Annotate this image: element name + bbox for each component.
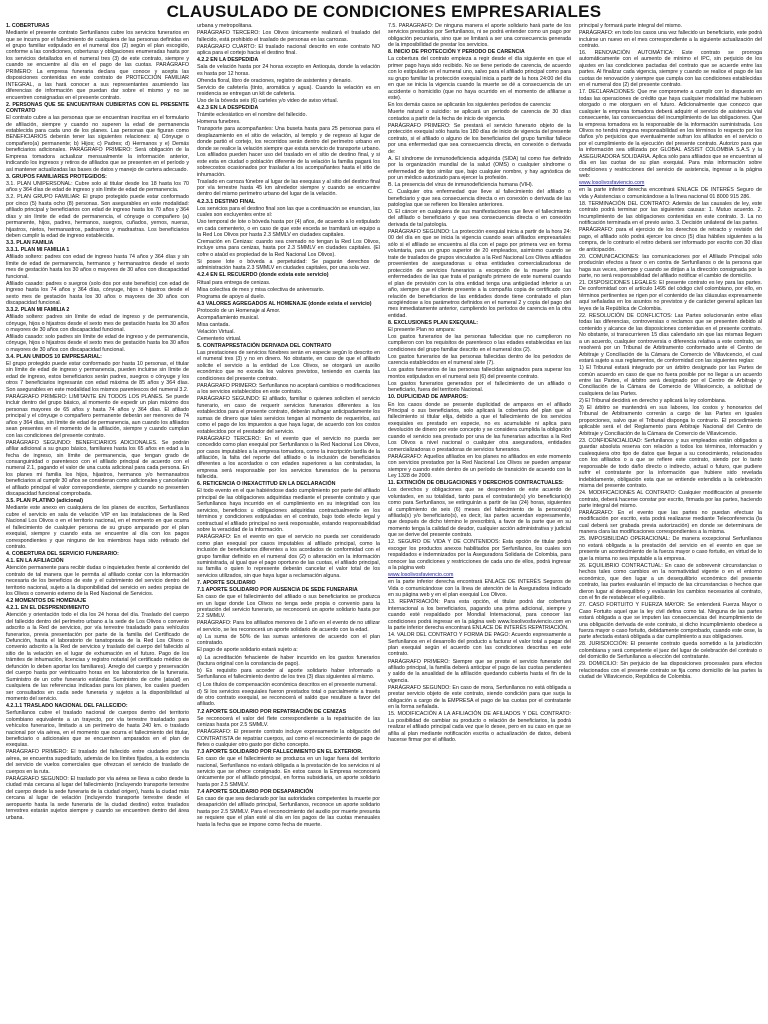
clause-paragraph: A. El síndrome de inmunodeficiencia adquirida (SIDA) tal como fue definido por la organización mundial de la salud (OMS) o cualquier síndrome o enfermedad de tipo similar que, bajo cualquier nombre, y hay agnóstica de por un médico autorizado para ejercer la profesión.	[388, 155, 571, 181]
website-link[interactable]: www.losolivosfaviencio.com	[388, 572, 454, 579]
column-4	[579, 23, 762, 1023]
clause-paragraph: PARÁGRAFO TERCERO: Los Olivos únicamente realizará el traslado del fallecido, está prohibido el traslado de personas en las carrozas.	[197, 30, 380, 43]
clause-paragraph: PARÁGRAFO: El presente contrato incluye expresamente la obligación del CONTRATISTA de repatriar cuerpos, así como el reconocimiento de pago de fletes o cualquier otro gasto por dicho concepto.	[197, 729, 380, 748]
clause-paragraph: La cobertura del contrato empieza a regir desde el día siguiente en que el primer pago haya sido recibido. No se tiene periodo de carencia, de acuerdo con lo estipulado en el numeral uno, salvo para el afiliado principal como para su grupo familiar la protección exequial inicia a partir de la hora 24:00 del día en que se inicia la vigencia cuando la muerte se dé a consecuencia de un accidente o homicidio (que no haya ocurrido en el momento de afiliarse a este).	[388, 56, 571, 102]
clause-paragraph: PARÁGRAFO SEGUNDO: BENEFICIARIOS ADICIONALES. Se podrán afiliar adicional a su grupo básico, familiares hasta los 65 años en edad a la fecha de ingreso, sin límite de permanencia, que tengan grado de consanguinidad o parentesco con el afiliado principal de acuerdo con el numeral 2.1, pagando el valor de una cuota adicional para cada persona. En los planes mi familia los hijos, hijastros, hermanos y/o hermanastros beneficiarios al cumplir 30 años se consideran como adicionales y cancelarán el afiliado principal el valor correspondiente, siempre y cuando no presenten discapacidad funcional comprobada.	[6, 439, 189, 498]
clause-paragraph: En caso de que el fallecimiento se produzca en un lugar fuera del territorio nacional, Serfunllanos no estará obligada a la prestación de los servicios ni al servicio que se ofrece consignado. En estos casos la Empresa reconocerá únicamente por el afiliado principal, en forma subsidiaria, un aporte solidario hasta por 2.5 SMMLV.	[197, 756, 380, 788]
clause-paragraph: Cremación en Cenizas: cuando sea cremado no tengan la Red Los Olivos, incluye urna para cenizas, hasta por 2.3 SMMLV en ciudades capitales. (El cofre o ataúd es propiedad de la Red Nacional Los Olivos).	[197, 239, 380, 258]
clause-heading: 4.2.1.1 TRASLADO NACIONAL DEL FALLECIDO:	[6, 703, 128, 710]
clause-heading: 4.2.2 EN LA DESPEDIDA	[197, 57, 259, 64]
document-title: CLAUSULADO DE CONDICIONES EMPRESARIALES	[166, 2, 602, 21]
clause-heading: 4. COBERTURA DEL SERVICIO FUNERARIO:	[6, 551, 119, 558]
clause-paragraph: b) Es requisito para acceder al aporte solidario haber informado a Serfunllanos el fallecimiento dentro de los tres (3) días siguientes al mismo.	[197, 668, 380, 681]
clause-paragraph: 3) El árbitro se mantendrá en sus labores, los costos y honorarios del Tribunal de Arbitramento correrán a cargo de las Partes en iguales proporciones, salvo que el Tribunal disponga lo contrario. El procedimiento aplicable será el del Reglamento para Arbitraje Nacional del Centro de Arbitraje y Conciliación de la Cámara de Comercio de Villavicencio.	[579, 405, 762, 437]
clause-paragraph: En los demás casos se aplicarán los siguientes períodos de carencia:	[388, 102, 552, 109]
clause-paragraph: Servicio de cafetería (tinto, aromática y agua). Cuando la velación es en residencia se entregan un kit de cafetería.	[197, 84, 380, 98]
clause-paragraph: 23. CONFIDENCIALIDAD: Serfunllanos y sus empleados están obligados a guardar absoluta reserva con relación a todos los términos, información y cualesquiera otro tipo de datos que llegue a su conocimiento, relacionados con los afiliados o a que se refiere este contrato, siendo por lo tanto responsable de todo daño directo o indirecto, actual o futuro, que pudiere sufrir el contratante por la información que hubiere sido revelada indebidamente, obligación esta que se entiende extendida a la celebración misma del presente contrato.	[579, 437, 762, 490]
clause-paragraph: Transporte para acompañantes: Una buseta hasta para 25 personas para el desplazamiento en el sitio de velación, al templo y de regreso al lugar de donde partió el cortejo, los recorridos serán dentro del perímetro urbano en donde se realice la velación siempre que exista servicio de transporte urbano. Los afiliados pueden hacer uso del traslado en el sitio de destino final, y si este esta en ciudad o población diferente de la velación la familia pagará los sobrecostos ocasionados por trasladar a los acompañantes hasta el sitio de inhumación.	[197, 126, 380, 178]
clause-heading: 7.3 APORTE SOLIDARIO POR FALLECIMIENTO EN EL EXTERIOR.	[197, 749, 363, 756]
clause-paragraph: PARÁGRAFO SEGUNDO: En caso de mora, Serfunllanos no está obligada a prestar servicio objeto de este contrato, siendo condición para que surja la obligación a cargo de la EMPRESA el pago de las cuotas por el contratante en la forma señalada.	[388, 684, 571, 711]
clause-paragraph: Los gastos funerarios de las personas fallecidas que no cumplieron no cumplieron con los requisitos de parentesco o las edades establecidas en las condiciones del grupo familiar descrito en el numeral dos (2).	[388, 334, 571, 353]
clause-paragraph: Afiliado casado: padres o suegros (solo dos por este beneficio) con edad de ingreso hasta los 74 años y 364 días, cónyuge, hijos o hijastros desde el sexto mes de gestación hasta los 30 años o mayores de 30 años con discapacidad funcional.	[6, 280, 189, 306]
clause-paragraph: PARÁGRAFO CUARTO: El traslado nacional descrito en este contrato NO aplica para el cortejo hacia el destino final.	[197, 43, 380, 56]
clause-paragraph: En caso de que el fallecimiento del afiliado o sus beneficiarios se produzca en un lugar donde Los Olivos no tenga sede propia o convenio para la prestación del servicio funerario, se reconocerá un aporte solidario hasta por 2.2 SMMLV.	[197, 594, 380, 620]
clause-paragraph: Uso temporal de lote o bóveda hasta por (4) años, de acuerdo a lo estipulado en cada cementerio, o en caso de que este exceda se tramitará un equipo a la Red Los Olivos por hasta 2.3 SMMLV en ciudades capitales.	[197, 219, 380, 238]
clause-paragraph: PARÁGRAFO SEGUNDO: El traslado por vía aérea se lleva a cabo desde la ciudad más cercana al lugar del fallecimiento (incluyendo transporte terrestre del cuerpo desde la sede funeraria de la ciudad origen), hasta la ciudad más cercana al lugar de velación (incluyendo transporte terrestre desde el aeropuerto hasta la sede funeraria de la ciudad destino) estos traslados terrestres estarán sujetos siempre y cuando se encuentren dentro del área urbana.	[6, 775, 189, 821]
clause-paragraph: a) La suma de 50% de las sumas anteriores de acuerdo con el plan contratado.	[197, 633, 380, 647]
clause-paragraph: Uso de la bóveda seis (6) carteles y/o video de aviso virtual.	[197, 98, 339, 105]
clause-paragraph: Acompañamiento musical.	[197, 314, 260, 321]
clause-paragraph: 26. EQUILIBRIO CONTRACTUAL: En caso de sobrevenir circunstancias o hechos tales como cambios en la normatividad vigente o en el entorno económico, que den lugar a un desequilibrio económico del presente contrato, las partes evaluarán el impacto de las circunstancias o hechos que dieron lugar al desequilibrio y evaluarán los cambios necesarios al contrato, con el fin de restablecer el equilibrio.	[579, 562, 762, 602]
clause-heading: 4.2.3 EN LA DESPEDIDA	[197, 105, 259, 112]
clause-paragraph: El pago de aporte solidario estará sujeto a:	[197, 647, 298, 654]
clause-paragraph: 7.5. PARÁGRAFO: De ninguna manera el aporte solidario hará parte de los servicios prestados por Serfunllanos, ni se podrá entender como un pago por obligación pecuniaria, sino que se limitará a ser una consecuencia generada de la imposibilidad de prestar los servicios.	[388, 23, 571, 49]
clause-heading: 7. APORTE SOLIDARIO	[197, 579, 256, 586]
clause-paragraph: El contrato cubre a las personas que se encuentran inscritas en el formulario de afiliación, siempre y cuando no superen la edad de permanencia establecida para cada uno de los planes. Las personas que figuran como BENEFICIARIOS deberán tener las siguientes relaciones: a) Cónyuge o compañero(a) permanente; b) Hijos; c) Padres; d) Hermanos y e) Demás beneficiarios adicionales. PARÁGRAFO PRIMERO: Será obligación de la Empresa tomadora actualizar mensualmente la información anterior, indicando los ingresos y retiros de afiliados que se presenten en el período y así mantener actualizadas las bases de datos y manejo de cartera adecuado.	[6, 115, 189, 173]
clause-paragraph: 3.2. PLAN GRUPO FAMILIAR: El grupo protegido puede estar conformado por cinco (5) hasta ocho (8) personas. Son asegurables en este modalidad: afiliado principal y beneficiarios con edad de ingreso hasta los 70 años y 364 días y sin límite de edad de permanencia, el cónyuge o compañero (a) permanente, hijos, padres, hermanos, suegros, cuñados, yernos, nueras, hijastros, nietos, hermanastros, padrastros y madrastras. Los beneficiarios deben cumplir la edad de ingreso establecida.	[6, 194, 189, 240]
clause-heading: 8. EXCLUSIONES PLAN EXEQUIAL:	[388, 319, 479, 326]
clause-heading: 10. DUPLICIDAD DE AMPAROS:	[388, 394, 469, 401]
clause-paragraph: PARÁGRAFO: En el evento que las partes no puedan efectuar la modificación por escrito, esta podrá realizarse mediante Teleconferencia (la cual deberá ser grabada previa autorización) en donde se determinara de manera clara las modificaciones correspondientes a la misma.	[579, 510, 762, 536]
clause-heading: 7.1 APORTE SOLIDARIO POR AUSENCIA DE SEDE FUNERARIA	[197, 587, 358, 594]
clause-paragraph: Los gastos funerarios de las personas fallecidas dentro de los periodos de carencia establecidos en el numeral siete (7).	[388, 353, 571, 367]
clause-paragraph: El todo evento en el que habiéndose dado cumplimiento por parte del afiliado principal de las obligaciones adquiridas mediante el presente contrato y que Serfunllanos haya incurrido en el cumplimiento en su integridad con los servicios, beneficios u obligaciones adquiridas contractualmente en los términos y condiciones estipuladas en el contrato, bajo todo efecto legal y contractual el afiliado principal no será responsable, estando responsabilidad sobre la veracidad de la información.	[197, 488, 380, 534]
clause-paragraph: Homena funebres.	[197, 119, 241, 126]
clause-paragraph: Misa cantada.	[197, 321, 230, 328]
clause-paragraph: 2) El Tribunal decidirá en derecho y aplicará la ley colombiana.	[579, 397, 727, 404]
clause-paragraph: 12. SEGURO DE VIDA Y DE CONTENIDOS: Esta opción de titular podrá escoger los productos anexos habilitados por Serfunllanos, los cuales son respaldados e indemnizados por la Aseguradora Solidaria de Colombia, para conocer las condiciones y restricciones de cada uno de ellos, podrá ingresar a la página web	[388, 539, 571, 572]
clause-paragraph: Ritual para entrega de cenizas.	[197, 279, 271, 286]
clause-paragraph: El presente Plan no ampara:	[388, 326, 456, 333]
clause-paragraph: Se reconocerá el valor del flete correspondiente a la repatriación de las cenizas hasta por 2.5 SMMLV.	[197, 715, 380, 729]
column-2	[197, 23, 380, 1023]
clause-paragraph: Atención y orientación todo el día los 24 horas del día. Traslado del cuerpo del fallecido dentro del perímetro urbano a la sede de Los Olivos o convenio adscrito a la Red de servicios, por vía terrestre trasladado para vehículos funerarios, previa presentación por parte de la familia del Certificado de Defunción, hasta el laboratorio de tanatopraxia de la Red Los Olivos o convenio adscrito a la Red de servicios y traslado del cuerpo del fallecido al sitio de la velación en el lugar de exhumación en el futuro. Pago de los trámites de inhumación, licencias y registro notarial (el certificado médico de defunción lo deben aportar los familiares). Arreglo del cuerpo y preservación del cuerpo hasta por veinticuatro horas en los laboratorios de la funeraria. Suministro de un cofre funerario estándar. Suministro de cofre (ataúd) en cualquiera de las referencias indicadas para los planes, los cuales pueden ser consultados en cada sede funeraria y sujetos a la disponibilidad al momento del servicio.	[6, 612, 189, 703]
clause-paragraph: PARÁGRAFO: En el evento en que el servicio no pueda ser considerado como plan exequial por casos imputables al afiliado principal, como la inclusión de beneficiarios diferentes a los acordados de conformidad con el grupo familiar definido en el numeral dos (2) o alteración en la información suministrada, al igual que el pago oportuno de las cuotas, el afiliado principal, su familia o quien lo represente deberán cancelar el valor total de los servicios utilizados, sin que haya lugar a reclamación alguna.	[197, 534, 380, 579]
clause-paragraph: Los gastos funerarios de las personas fallecidas asignados para superar los montos estipulados en el numeral seis (6) del presente contrato.	[388, 367, 571, 380]
clause-paragraph: 14. VALOR DEL CONTRATO Y FORMA DE PAGO: Acuerdo expresamente a Serfunllanos en el desarrollo del producto a facturar el valor total a pagar del plan exequial según el acuerdo con las condiciones descritas en este contrato.	[388, 632, 571, 658]
clause-paragraph: 29. DOMICILIO: Sin perjuicio de las disposiciones procesales para efectos relacionados con el presente contrato se fija como domicilio de las partes la ciudad de Villavicencio, República de Colombia.	[579, 661, 762, 681]
clause-heading: 3.3.2. PLAN MI FAMILIA 2	[6, 307, 70, 314]
clause-paragraph: Sala de velación hasta por 24 horas excepto en Antioquia, donde la velación es hasta por 12 horas.	[197, 64, 380, 77]
clause-paragraph: PARÁGRAFO TERCERO: En el evento que el servicio no pueda ser concedido como plan exequial por Serfunllanos o la Red Nacional Los Olivos, por casos imputables a la empresa tomadora, como la inscripción tardía de la afiliación, la falta del reporte del afiliado o la inclusión de beneficiarios diferentes a los acordados o con edades superiores a las contratadas, la empresa será responsable por los servicios funerarios de la persona fallecida.	[197, 435, 380, 481]
clause-paragraph: a) La acreditación fehaciente de haber incurrido en los gastos funerarios (factura original con la constancia de pago).	[197, 654, 380, 667]
clause-paragraph: principal y formará parte integral del mismo.	[579, 23, 683, 29]
clause-paragraph: urbana y metropolitana.	[197, 23, 253, 29]
column-3	[388, 23, 571, 1023]
clause-heading: 3.3. PLAN FAMILIA	[6, 240, 54, 247]
clause-paragraph: Si posee lote o bóveda a perpetuidad: Se pagarán derechos de administración hasta 2.3 SMMLV en ciudades capitales, por una sola vez.	[197, 258, 380, 272]
clause-paragraph: Traslado en carroza fúnebre al lugar de las exequias y al sitio del destino final por vía terrestre hasta 45 km alrededor siempre y cuando se encuentre dentro del mismo perímetro urbano del lugar de la velación.	[197, 178, 380, 198]
clause-heading: 4.2.3.1 DESTINO FINAL	[197, 198, 256, 205]
clause-paragraph: PARÁGRAFO PRIMERO: Siempre que se preste el servicio funerario del afiliado principal, la familia deberá anticipar el pago de las cuotas pendientes y saldo de la anualidad de la afiliación quedando cubierta hasta el fin de la vigencia.	[388, 658, 571, 684]
clause-paragraph: 28. JURISDICCIÓN: El presente contrato queda sometido a la jurisdicción colombiana y será competente el juez del lugar de celebración del contrato o del domicilio de Serfunllanos a elección del contratante.	[579, 641, 762, 661]
clause-heading: 4.1. EN LA AFILIACIÓN	[6, 558, 64, 565]
clause-paragraph: 13. REPATRIACIÓN: Para esta opción, el titular podrá dar cobertura internacional a los beneficiarios, pagando una prima adicional, siempre y cuando esté respaldado por Mondial Internacional, para conocer las condiciones podrá ingresar en la página web www.losolivosfaviencio.com en la parte inferior derecha encontrará ENLACE DE INTERÉS REPATRIACIÓN.	[388, 599, 571, 632]
clause-paragraph: PARÁGRAFO: Para los afiliados menores de 1 año en el evento de no utilizar el servicio, se les reconocerá un aporte solidario de acuerdo con la edad.	[197, 620, 380, 633]
clause-paragraph: 18. TERMINACIÓN DEL CONTRATO: Además de las causales de ley, este contrato podrá terminar por las siguientes causas: 1. Mutuo acuerdo. 2. Incumplimiento de las obligaciones contenidas en este contrato. 3. La no notificación terminada en el previo aviso. 3. Decisión unilateral de las partes.	[579, 200, 762, 227]
clause-paragraph: El grupo protegido puede estar conformado por hasta 10 personas, el titular sin límite de edad de ingreso y permanencia, pueden incluirse sin límite de edad de ingreso, estos beneficiarios serán padres, suegros o cónyuge y los otros 7 beneficiarios ingresarán con edad máxima de 85 años y 364 días. Son asegurables en este modalidad los mismos parentescos del numeral 3.2.	[6, 361, 189, 393]
clause-paragraph: 17. DECLARACIONES: Que me comprometo a cumplir con lo dispuesto en todas las operaciones de crédito que haya cualquier modalidad me hubiesen otorgado o me otorguen en el futuro. Adicionalmente que conozco que cualquier la empresa tomadora deberá adquirir el servicio de asistencia vial consecuente, las consecuencias del incumplimiento de las obligaciones. Que la empresa tomadora es la responsable de la información suministrada. Los Olivos no tendrá ninguna responsabilidad en los términos lo respecto por los daños y/o perjuicios que eventualmente sufran los afiliados en el servicio o por el cumplimiento de la ejecución del presente contrato. Autorizo para que la información sea utilizada por GLOBAL ASSIST COLOMBIA S.A.S y la ASEGURADORA SOLIDARIA. Aplica sólo para afiliados que se encuentran al día en las cuotas de su plan exequial. Para más información sobre condiciones y restricciones del servicio de asistencia, ingresar a la página web:	[579, 89, 762, 180]
clause-paragraph: B. La presencia del virus de inmunodeficiencia humana (VIH).	[388, 182, 534, 189]
clause-heading: 6. RETICENCIA O INEXACTITUD EN LA DECLARACIÓN	[197, 481, 336, 488]
clause-heading: 7.4 APORTE SOLIDARIO POR DESAPARICIÓN	[197, 788, 314, 795]
column-1	[6, 23, 189, 1023]
clause-paragraph: PARÁGRAFO: Aquellos afiliados en los planes no afiliados en este momento con servicios prestados por la Red Nacional Los Olivos se pueden amparar siempre y cuando estén dentro de un período de transición de acuerdo con la Ley 1328 de 2009.	[388, 453, 571, 480]
clause-paragraph: 3.1. PLAN UNIPERSONAL: Cubre solo al titular desde los 18 hasta los 70 años y 364 días de edad de ingreso y sin límite de edad de permanencia.	[6, 180, 189, 194]
clause-paragraph: Afiliado casado: solo padres sin límite de edad de ingreso y de permanencia, cónyuge, hijos o hijastros desde el sexto mes de gestación hasta los 30 años o mayores de 30 años con discapacidad funcional.	[6, 334, 189, 353]
clause-heading: 5. CONTRAPRESTACIÓN DERIVADA DEL CONTRATO	[197, 342, 332, 349]
clause-paragraph: Muerte natural o suicidio: se aplicará un periodo de carencia de 30 días contados a partir de la fecha de inicio de vigencia.	[388, 109, 571, 122]
clause-heading: 8. INICIO DE PROTECCIÓN Y PERIODO DE CARENCIA	[388, 49, 525, 56]
clause-paragraph: Serfunllanos cubre el traslado nacional de cuerpos dentro del territorio colombiano equivalente a un trayecto, por vía terrestre trasladado para vehículos funerarios, limitado a un perímetro de hasta 240 km. o traslado nacional por vía aérea, en el momento que ocurra el fallecimiento del titular, beneficiario o adicionales que se encuentren amparados en el plan de exequias.	[6, 710, 189, 749]
website-link[interactable]: www.losolivosfaviencio.com	[579, 180, 645, 187]
clause-paragraph: 1) El Tribunal estará integrado por un árbitro designado por las Partes de común acuerdo en caso de que no fuera posible por no llegar a un acuerdo entre las Partes, el árbitro será designado por el Centro de Arbitraje y Conciliación de la Cámara de Comercio de Villavicencio, a solicitud de cualquiera de las Partes.	[579, 365, 762, 397]
clause-paragraph: Cementerio virtual.	[197, 335, 242, 342]
clause-heading: 2. PERSONAS QUE SE ENCUENTRAN CUBIERTAS CON EL PRESENTE CONTRATO	[6, 101, 189, 115]
clause-paragraph: 16. RENOVACIÓN AUTOMÁTICA: Este contrato se prorroga automáticamente con el aumento de mínimo el IPC, sin perjuicio de los ajustes en las condiciones pactadas del contrato que se acuerde entre las partes. Al finalizar cada vigencia, siempre y cuando se realice el pago de las cuotas de renovación y siempre que cumpla con las condiciones establecidas en el numeral dos (2) del presente contrato.	[579, 50, 762, 89]
clause-paragraph: 27. CASO FORTUITO Y FUERZA MAYOR: Se entenderá Fuerza Mayor o Caso Fortuito aquel que la ley civil defina como tal. Ninguna de las partes estará obligada a que se imputen las consecuencias del incumplimiento de una obligación derivada de este contrato, si dicho incumplimiento obedece a fuerza mayor o caso fortuito, debidamente comprobado, cuando este cese, la parte afectada estará obligada a dar cumplimiento a sus obligaciones.	[579, 602, 762, 641]
clause-heading: 4.3 VALORES AGREGADOS AL HOMENAJE (donde exista el servicio)	[197, 300, 372, 307]
clause-paragraph: PARÁGRAFO SEGUNDO: El afiliado, familiar o quienes soliciten el servicio funerario, en caso de requerir servicios funerarios diferentes a los establecidos para el presente contrato, deberán sufragar anticipadamente los sumas de dinero que tales servicios tengan al momento de requerirlos, así como el pago de los impuestos a que haya lugar, de acuerdo con los costos establecidos por el prestador del servicio.	[197, 396, 380, 435]
clause-paragraph: Misa colectiva de mes y misa colectiva de aniversario.	[197, 286, 325, 293]
clause-paragraph: d) Si los servicios exequiales fueron prestados total o parcialmente a través de otro contrato exequial, se reconocerá el saldo que resultare a favor del afiliado.	[197, 688, 380, 708]
clause-paragraph: Los servicios para el destino final son las que a continuación se enuncian, las cuales son excluyentes entre sí:	[197, 205, 380, 218]
clause-paragraph: D. El cáncer en cualquiera de sus manifestaciones que lleve el fallecimiento del afiliado o beneficiario y que sea consecuencia directa o en conexión derivada de tal patología.	[388, 209, 571, 228]
clause-paragraph: Las prestaciones de servicios fúnebres serán en especie según lo descrito en el numeral tres (3) y no en dinero. No obstante, en caso de que el afiliado solicite el servicio a la entidad de Los Olivos, se otorgará un auxilio económico que no exceda los valores previstos, teniendo en cuenta las condiciones del presente contrato.	[197, 349, 380, 382]
clause-paragraph: C. Cualquier otra enfermedad que lleve al fallecimiento del afiliado o beneficiario y que sea consecuencia directa o en conexión o derivada de las patologías que se refieren los literales anteriores.	[388, 189, 571, 208]
clause-heading: 3.4. PLAN UNIDOS 10 EMPRESARIAL:	[6, 353, 102, 360]
clause-paragraph: 15. MODIFICACIÓN A LA AFILIACIÓN DE AFILIADOS Y DEL CONTRATO: La posibilidad de cambiar su producto o relación de beneficiarios, la podrá realizar el afiliado principal cada vez que lo desee, pero en su caso en que se afilia al plan mediante notificación escrita o actualización de datos, deberá hacerse firmar por el afiliado.	[388, 711, 571, 744]
clause-paragraph: En los casos donde se presente duplicidad de amparos en el afiliado Principal o sus beneficiarios, solo aplicará la cobertura del plan que al fallecimiento si titular elija, debido a que el fallecimiento de los servicios exequiales es prestado en especie, no es acumulable ni aplica para devolución de dinero por este concepto y se considera cumplida la obligación cuando el servicio sea prestado por una de las funerarias adscritas a la Red Los Olivos a nivel nacional o cualquier otra aseguradora, entidades comercializadoras o prestadoras de servicios funerarios.	[388, 401, 571, 453]
clause-heading: 11. EXTINCIÓN DE OBLIGACIONES Y DERECHOS CONTRACTUALES:	[388, 480, 564, 487]
clause-heading: 3.3.1. PLAN MI FAMILIA 1	[6, 247, 70, 254]
clause-paragraph: En caso de que sea declarado por las autoridades competentes la muerte por desaparición del afiliado principal, Serfunllanos, reconoce un aporte solidario hasta por 2.5 SMMLV. Para el reconocimiento del auxilio por muerte presunta se requiere que el plan esté al día en los pagos de las cuotas mensuales hasta la fecha que se impone como fecha de muerte.	[197, 795, 380, 828]
clause-paragraph: Mediante este anexo en cualquiera de los planes de escritos, Serfunllanos cubre el servicio en sala de velación VIP en las instalaciones de la Red Nacional Los Olivos o en el territorio nacional, en el momento en que ocurra el fallecimiento de cualquier persona de su grupo amparado por el plan exequial, siempre y cuando esta se encuentre al día con los pagos correspondientes y que ninguno de los miembros haya sido retirado del contrato.	[6, 505, 189, 551]
clause-paragraph: Afiliado soltero: padres con edad de ingreso hasta 74 años y 364 días y sin límite de edad de permanencia, hermanos y hermanastros desde el sexto mes de gestación hasta los 30 años o mayores de 30 años con discapacidad funcional.	[6, 254, 189, 280]
clause-heading: 7.2 APORTE SOLIDARIO POR REPATRIACIÓN DE CENIZAS	[197, 708, 347, 715]
clause-heading: 3.5. PLAN PLATINO (adicional)	[6, 498, 84, 505]
clause-paragraph: 22. RESOLUCIÓN DE CONFLICTOS: Las Partes solucionarán entre ellas todas las diferencias, controversias o reclamos que se presenten debido al contenido y alcance de las disposiciones contenidas en el presente contrato. No obstante, si transcurrieren 15 días calendario sin que las mismas lleguen a un acuerdo, cualquier controversia o diferencia relativa a este contrato, se resolverá por un Tribunal de Arbitramento conformado ante el Centro de Arbitraje y Conciliación de la Cámara de Comercio de Villavicencio, el cual estará sujeto a sus reglamentos, de conformidad con las siguientes reglas:	[579, 312, 762, 365]
text-columns	[6, 23, 762, 1023]
clause-paragraph: Los gastos funerarios generados por el fallecimiento de un afiliado o beneficiario, fuera del territorio Nacional.	[388, 380, 571, 394]
clause-paragraph: 24. MODIFICACIONES AL CONTRATO: Cualquier modificación al presente contrato, deberá hacerse constar por escrito, firmada por las partes, haciendo parte integral del mismo.	[579, 490, 762, 509]
clause-paragraph: 20. COMUNICACIONES: las comunicaciones por el Afiliado Principal sólo producirán efectos a favor o en contra de Serfunllanos o de la persona que haga sus veces, siempre y cuando se dirijan a la dirección consignada por la parte, no será responsabilidad del afiliado notificar el cambio de domicilio.	[579, 253, 762, 279]
clause-paragraph: Trámite eclesiástico en el nombre del fallecido.	[197, 112, 307, 119]
clause-heading: 3. GRUPOS FAMILIARES PROTEGIDOS:	[6, 173, 107, 180]
clause-paragraph: PARÁGRAFO: en todo los casos una vez fallecido un beneficiario, este podrá incluirse un nuevo en el mes correspondiente a la siguiente actualización del contrato.	[579, 30, 762, 49]
clause-paragraph: 21. DISPOSICIONES LEGALES: El presente contrato es ley para las partes. De conformidad con el artículo 1495 del código civil colombiano, por ello, en términos pertinentes se rigen por el contenido de las cláusulas expresamente aquí señaladas en los asuntos no previstos y de carácter general aplican las leyes de la República de Colombia.	[579, 280, 762, 312]
clause-paragraph: Afiliado soltero: padres sin límite de edad de ingreso y de permanencia, cónyuge, hijos o hijastros desde el sexto mes de gestación hasta los 30 años o mayores de 30 años con discapacidad funcional.	[6, 314, 189, 333]
clause-paragraph: PARÁGRAFO: para el ejercicio de los derechos de retracto y revisión del pago, el afiliado sólo podrá ejercer los cinco (5) días hábiles siguientes a la compra, de lo contrario el retiro deberá ser informado por escrito con 30 días de anticipación.	[579, 227, 762, 253]
clause-paragraph: Atención permanente para recibir dudas o inquietudes frente al contenido del contrato de tal manera que le permita al afiliado contar con la información necesaria de los beneficios de este y el cubrimiento del servicio dentro del territorio nacional, sujeto a la disponibilidad del servicio en sedes propias de los Olivos o convenio externo de la Red Nacional de Servicios.	[6, 565, 189, 598]
clause-heading: 1. COBERTURAS	[6, 23, 50, 29]
clause-paragraph: c) Los títulos de compensación económica descritos en el presente numeral.	[197, 681, 377, 688]
clause-paragraph: Programa de apoyo al duelo.	[197, 293, 266, 300]
clause-heading: 4.2 MOMENTOS DE HOMENAJE	[6, 598, 87, 605]
clause-paragraph: PARÁGRAFO PRIMERO: Se prestará el servicio funerario objeto de la protección exequial sólo hasta los 180 días de inicio de vigencia del presente contrato, si el afiliado o alguno de los beneficiarios del grupo familiar fallece por una enfermedad que sea consecuencia directa, en conexión o derivada de:	[388, 122, 571, 155]
clause-paragraph: Protocolo de un Homenaje al Amor.	[197, 307, 281, 314]
clause-paragraph: 25. IMPOSIBILIDAD OPERACIONAL: De manera excepcional Serfunllanos no estará obligada a la prestación del servicio en el evento en que se presente un acontecimiento de la fuerza mayor o caso fortuito, en virtud de lo que la misma no sea imputable a la empresa.	[579, 536, 762, 562]
clause-heading: 4.2.1. EN EL DESPRENDIMIENTO	[6, 605, 90, 612]
clause-paragraph: PARÁGRAFO PRIMERO: Serfunllanos no aceptará cambios o modificaciones a los servicios establecidos en este contrato.	[197, 382, 380, 396]
clause-heading: 4.2.4 EN EL RECUERDO (donde exista este servicio)	[197, 272, 329, 279]
clause-paragraph: Los derechos y obligaciones que se desprenden de este acuerdo de voluntades, en su totalidad, tanto para el contratante(s) y/o beneficiario(s) como para Serfunllanos, se extinguirán a partir de las (24) horas, siguientes al cumplimiento de seis (6) meses del fallecimiento de la persona(s) afiliada(s) y/o beneficiario(s), es decir, las partes acuerdan expresamente, que después de dicho término le prescribirá, a favor de la parte que en su momento tenga la calidad de deudor, cualquier acción administrativa y judicial que se derive del presente contrato.	[388, 487, 571, 539]
clause-paragraph: PARÁGRAFO SEGUNDO: La protección exequial inicia a partir de la hora 24: 00 del día en que se inicia la vigencia cuando sean afiliados empresariales sólo si el afiliado se encuentra al día con el pago por primera vez en forma voluntaria, para un grupo superior de 20 empleados, asimismo cuando se trate de traslados de grupos vinculados a la Red Nacional Los Olivos afiliados provenientes de aseguradoras u otras entidades comercializadoras de protección de servicios funerarios a excepción de la muerte por las enfermedades de las que trata el parágrafo primero de este numeral cuando el plan de provisión con la otra entidad tenga una antigüedad inferior a un año, siempre que el cliente presente a la compañía copia de certificado con relación de beneficiarios de las entidades donde tiene contratado el plan acogiéndose a los parámetros definidos en el numeral 2 y copia del pago del mes inmediatamente anterior, cumpliendo los períodos de carencia en la otra entidad.	[388, 228, 571, 319]
clause-paragraph: Mediante el presente contrato Serfunllanos cubre los servicios funerarios en que se incurra por el fallecimiento de cualquiera de las personas definidas en el grupo familiar estipulado en el numeral dos (2) según el plan escogido, conforme a las condiciones, coberturas y obligaciones enumeradas hasta por los servicios detallados en el numeral tres (3) de este contrato, siempre y cuando se encuentre al día en el pago de las cuotas. PARÁGRAFO PRIMERO: La empresa funeraria declara que conoce y acepta las disposiciones contenidas en este contrato de PROTECCIÓN FAMILIAR INTEGRAL, a las hará conocer a sus representantes asumiendo las diferencias de información que puedan dar sobre el mismo y no se encuentren consignadas en el presente contrato.	[6, 30, 189, 101]
clause-paragraph: Velación Virtual.	[197, 328, 235, 335]
clause-paragraph: PARÁGRAFO PRIMERO: LIMITANTE EN TODOS LOS PLANES. Se puede incluir dentro del grupo básico, al momento de expedir un plan máximo dos personas mayores de 65 años y hasta 74 años y 364 días. El afiliado principal y el cónyuge o compañero permanente deberán ser menores de 74 años y 364 días, sin límite de edad de permanencia, aun cuando los afiliados sean presentes en el momento de la afiliación, siempre y cuando cumplan con las condiciones del presente contrato.	[6, 393, 189, 439]
clause-paragraph: en la parte inferior derecha encontrará ENLACE DE INTERÉS Seguro de vida y Asistencias o comunicándose a la línea nacional 01 8000 915 286.	[579, 187, 762, 200]
clause-paragraph: en la parte inferior derecha encontrará ENLACE DE INTERÉS Seguros de Vida o comunicándose con la línea de atención de la Aseguradora indicado en su página web y en el plan exequial Los Olivos.	[388, 579, 571, 599]
clause-paragraph: Ofrenda floral, libro de oraciones, registro de asistentes y denario.	[197, 77, 352, 84]
clause-paragraph: PARÁGRAFO PRIMERO: El traslado del fallecido entre ciudades por vía aérea, se encuentra supeditado, además de los límites fijados, a la existencia del servicio de vuelos comerciales que ofrezcan el servicio de traslado de cuerpos en la ruta.	[6, 749, 189, 775]
